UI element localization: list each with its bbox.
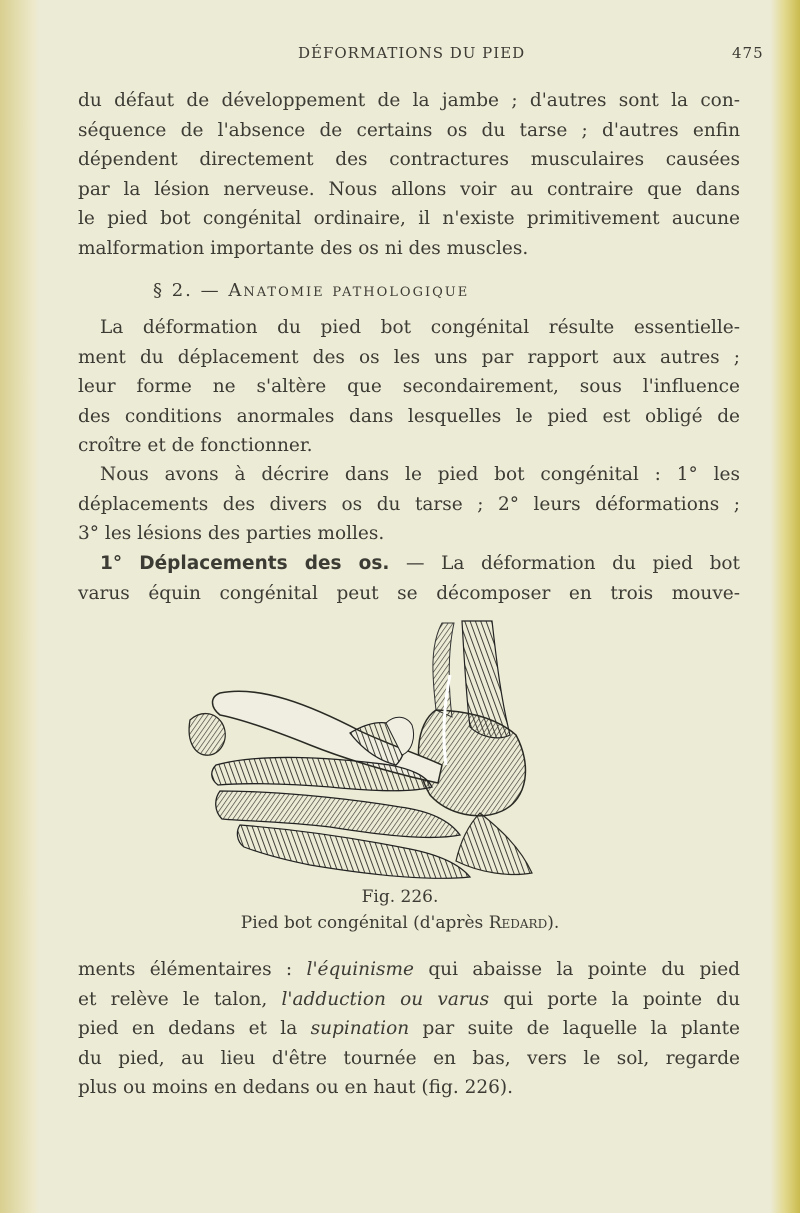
text-line: 3° les lésions des parties molles.: [78, 523, 385, 544]
running-title: DÉFORMATIONS DU PIED: [298, 44, 526, 62]
text-line: La déformation du pied bot congénital résulte essentielle-: [100, 317, 740, 338]
running-header: [0, 44, 800, 66]
text-line: du défaut de développement de la jambe ; d'autres sont la con-: [78, 90, 740, 111]
page-number: 475: [732, 44, 764, 62]
text-line: déplacements des divers os du tarse ; 2° leurs déformations ;: [78, 493, 740, 515]
caption-text: Pied bot congénital (d'après: [240, 913, 489, 933]
text-run: qui porte la pointe du: [489, 988, 740, 1010]
section-number: § 2. —: [153, 280, 221, 301]
text-line: varus équin congénital peut se décomposer en trois mouve-: [78, 582, 740, 604]
subsection-lead: 1° Déplacements des os.: [100, 553, 390, 574]
paragraph-plan: [78, 460, 740, 549]
caption-author: Redard: [488, 913, 548, 933]
text-line: [78, 549, 740, 579]
text-line: dépendent directement des contractures musculaires causées: [78, 149, 740, 170]
text-line: [78, 1014, 740, 1044]
text-run: qui abaisse la pointe du pied: [413, 959, 740, 980]
text-run: et relève le talon,: [78, 988, 282, 1010]
text-line: des conditions anormales dans lesquelles le pied est obligé de: [78, 405, 740, 427]
paragraph-deformation: [78, 313, 740, 461]
text-run: ments élémentaires :: [78, 959, 307, 980]
text-line: Nous avons à décrire dans le pied bot congénital : 1° les: [100, 464, 740, 485]
text-line: du pied, au lieu d'être tournée en bas, vers le sol, regarde: [78, 1047, 740, 1069]
clubfoot-skeleton-illustration: [180, 615, 600, 885]
term-equinisme: l'équinisme: [306, 959, 414, 980]
figure-label: Fig. 226.: [361, 887, 439, 907]
paragraph-intro: [78, 86, 740, 263]
text-line: [78, 955, 740, 985]
text-run: pied en dedans et la: [78, 1018, 311, 1039]
page-edge-right: [770, 0, 800, 1213]
section-heading: [153, 280, 469, 301]
paragraph-movements: [78, 955, 740, 1103]
text-line: malformation importante des os ni des muscles.: [78, 237, 529, 259]
caption-end: ).: [547, 913, 560, 933]
text-line: le pied bot congénital ordinaire, il n'existe primitivement aucune: [78, 208, 740, 229]
section-title: Anatomie pathologique: [228, 280, 470, 301]
text-line: leur forme ne s'altère que secondairement, sous l'influence: [78, 376, 740, 397]
term-supination: supination: [310, 1018, 410, 1039]
term-adduction: l'adduction ou varus: [281, 988, 490, 1010]
text-run: — La déformation du pied bot: [389, 553, 740, 574]
paragraph-displacements: [78, 549, 740, 608]
text-line: ment du déplacement des os les uns par rapport aux autres ;: [78, 346, 740, 368]
page-edge-left: [0, 0, 40, 1213]
text-run: par suite de laquelle la plante: [409, 1018, 741, 1039]
text-line: par la lésion nerveuse. Nous allons voir au contraire que dans: [78, 178, 740, 200]
text-line: plus ou moins en dedans ou en haut (fig. 226).: [78, 1077, 513, 1098]
text-line: séquence de l'absence de certains os du tarse ; d'autres enfin: [78, 119, 740, 141]
text-line: croître et de fonctionner.: [78, 435, 313, 456]
figure-caption: [0, 913, 800, 933]
text-line: [78, 985, 740, 1015]
